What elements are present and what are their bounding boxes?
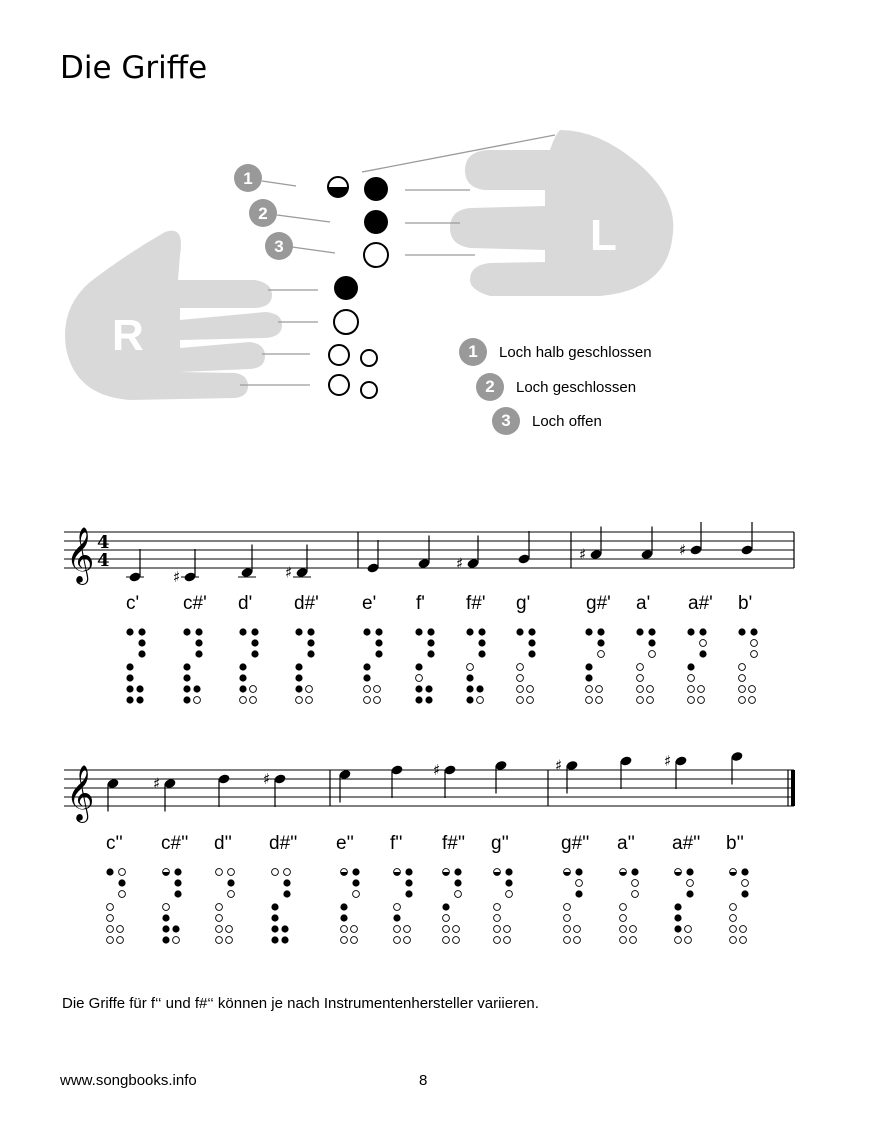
right-hand-illustration	[65, 231, 282, 400]
left-hand-illustration	[450, 130, 673, 296]
staff-row-2	[64, 751, 795, 823]
fingering-chart	[340, 868, 359, 943]
fingering-chart	[295, 628, 314, 703]
legend-item-open	[492, 406, 602, 436]
sharp-icon: ♯	[579, 545, 587, 564]
treble-clef-icon: 𝄞	[66, 527, 95, 583]
fingering-chart	[126, 628, 145, 703]
fingering-chart	[494, 868, 513, 943]
fingering-chart	[564, 868, 583, 943]
callout-badge-1	[234, 164, 262, 192]
staff-note	[619, 755, 632, 789]
recorder-hole-closed	[364, 210, 388, 234]
recorder-hole-half	[328, 177, 348, 197]
recorder-hole-closed	[334, 276, 358, 300]
legend-item-half-closed	[459, 337, 652, 367]
note-label: g#'	[586, 593, 611, 614]
svg-text:2: 2	[258, 204, 268, 223]
fingering-chart	[271, 869, 290, 944]
fingering-chart	[363, 628, 382, 703]
legend-text: Loch offen	[532, 412, 602, 430]
fingering-charts-row-1	[126, 628, 757, 703]
recorder-hole-open	[329, 345, 349, 365]
note-label: a#''	[672, 833, 701, 854]
fingering-chart	[216, 869, 235, 944]
sharp-icon: ♯	[285, 563, 293, 582]
legend-badge: 1	[459, 338, 487, 366]
note-label: e'	[362, 593, 377, 614]
legend-badge: 3	[492, 407, 520, 435]
note-label: a#'	[688, 593, 713, 614]
footer-url[interactable]: www.songbooks.info	[60, 1072, 197, 1089]
fingering-chart	[516, 628, 535, 703]
fingering-chart	[106, 868, 125, 943]
staff-row-1	[64, 522, 794, 586]
sharp-icon: ♯	[173, 568, 181, 586]
legend-text: Loch halb geschlossen	[499, 343, 652, 361]
note-label: b''	[726, 833, 744, 854]
note-label: f''	[390, 833, 403, 854]
time-signature-bottom: 4	[97, 550, 110, 571]
final-bar-line	[791, 770, 795, 806]
staff-note	[517, 531, 530, 565]
sharp-icon: ♯	[153, 774, 161, 793]
note-label: g#''	[561, 833, 590, 854]
sharp-icon: ♯	[433, 761, 441, 779]
recorder-hole-open	[329, 375, 349, 395]
right-hand-letter: R	[112, 311, 144, 360]
recorder-hole-open	[361, 382, 377, 398]
fingering-chart	[738, 628, 757, 703]
callout-badge-3	[265, 232, 293, 260]
note-label: c#'	[183, 593, 207, 614]
staff-note	[740, 522, 753, 556]
fingering-chart	[620, 868, 639, 943]
note-label: a''	[617, 833, 635, 854]
sharp-icon: ♯	[664, 752, 672, 770]
staff-note	[126, 549, 144, 583]
page-title: Die Griffe	[60, 50, 208, 86]
fingering-chart	[636, 628, 655, 703]
note-label: f'	[416, 593, 425, 614]
fingering-chart	[674, 868, 693, 943]
fingering-charts-row-2	[106, 868, 748, 943]
fingering-chart	[442, 868, 461, 943]
note-label: f#'	[466, 593, 486, 614]
sharp-icon: ♯	[555, 756, 563, 775]
svg-text:3: 3	[274, 237, 284, 256]
note-label: c#''	[161, 833, 189, 854]
note-label: b'	[738, 593, 753, 614]
sharp-icon: ♯	[679, 541, 687, 559]
note-label: d#''	[269, 833, 298, 854]
note-label: g''	[491, 833, 509, 854]
note-label: c'	[126, 593, 140, 614]
legend-item-closed	[476, 372, 636, 402]
recorder-hole-open	[361, 350, 377, 366]
note-label: f#''	[442, 833, 466, 854]
fingering-chart	[183, 628, 202, 703]
note-label: d''	[214, 833, 232, 854]
page-number: 8	[419, 1072, 428, 1089]
note-label: c''	[106, 833, 123, 854]
sharp-icon: ♯	[263, 770, 271, 788]
time-signature-top: 4	[97, 532, 110, 553]
note-label: g'	[516, 593, 531, 614]
fingering-chart	[162, 868, 181, 943]
legend-text: Loch geschlossen	[516, 378, 637, 396]
legend-badge: 2	[476, 373, 504, 401]
recorder-hole-open	[334, 310, 358, 334]
staff-note	[390, 764, 403, 798]
fingering-chart	[687, 628, 706, 703]
recorder-hole-open	[364, 243, 388, 267]
note-label: d'	[238, 593, 253, 614]
sharp-icon: ♯	[456, 554, 464, 573]
footnote: Die Griffe für f‘‘ und f#‘‘ können je nach Instrumentenhersteller variieren.	[62, 995, 539, 1012]
staff-note	[366, 540, 379, 574]
fingering-chart	[585, 628, 604, 703]
fingering-chart	[415, 628, 434, 703]
fingering-chart	[393, 868, 412, 943]
note-label: e''	[336, 833, 354, 854]
fingering-chart	[730, 868, 749, 943]
note-label: d#'	[294, 593, 319, 614]
staff-note	[217, 773, 230, 807]
fingering-chart	[239, 628, 258, 703]
recorder-hole-closed	[364, 177, 388, 201]
left-hand-letter: L	[590, 211, 617, 260]
fingering-chart	[466, 628, 485, 703]
callout-badge-2	[249, 199, 277, 227]
recorder-holes	[328, 177, 388, 398]
note-label: a'	[636, 593, 651, 614]
treble-clef-icon: 𝄞	[66, 765, 95, 821]
svg-text:1: 1	[243, 169, 253, 188]
